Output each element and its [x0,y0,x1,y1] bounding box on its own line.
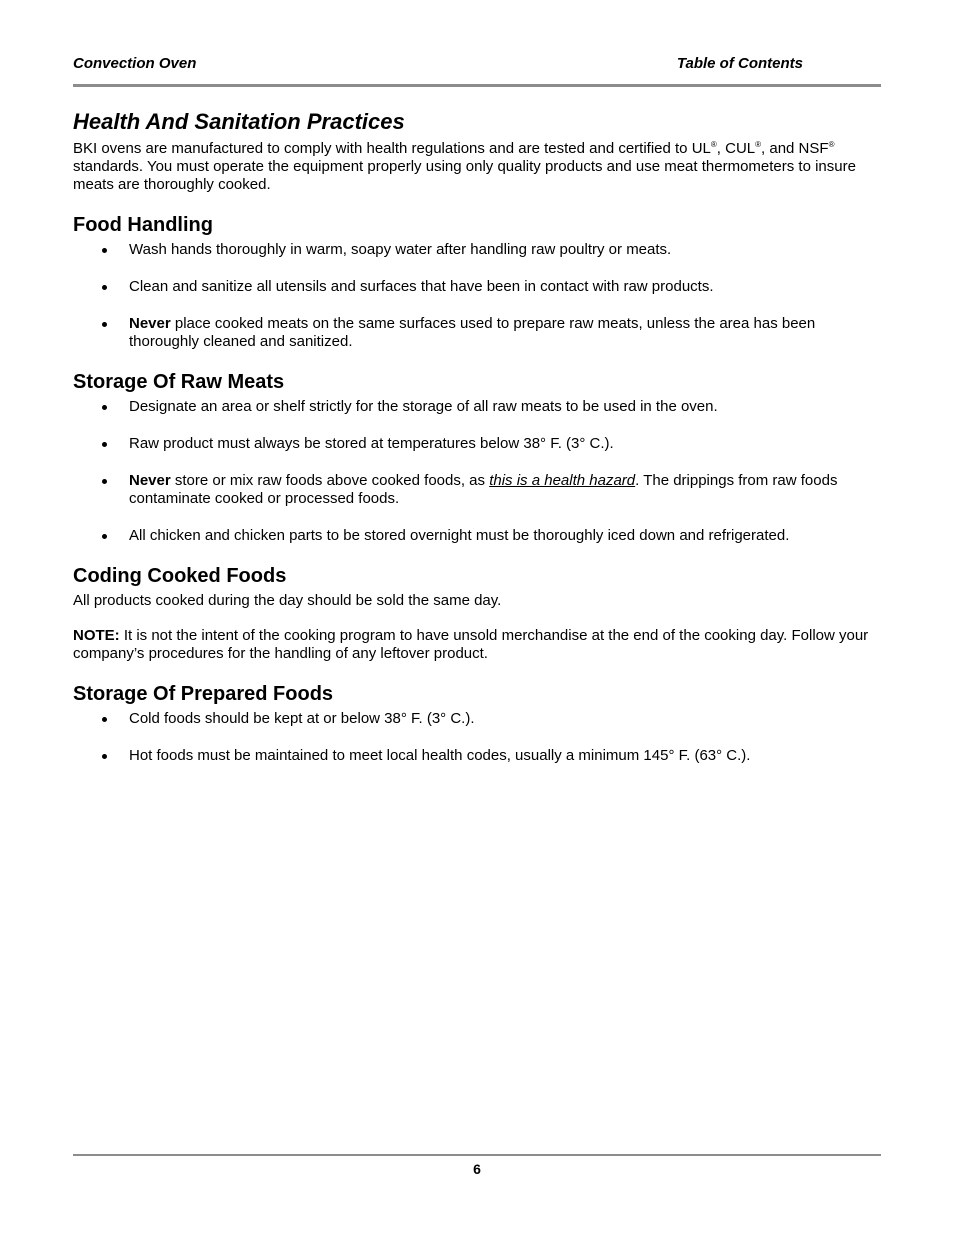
page-content [73,108,873,765]
list-item-text: place cooked meats on the same surfaces used to prepare raw meats, unless the area has been thoroughly cleaned and sanitized. [129,315,816,350]
list-item [73,435,874,453]
list-item-text: Designate an area or shelf strictly for the storage of all raw meats to be used in the oven. [129,398,718,415]
header-document-title: Convection Oven [73,55,197,72]
intro-text-2: standards. You must operate the equipment properly using only quality products and use meat thermometers to insure meats are thoroughly cooked. [73,158,856,193]
list-item-text: Hot foods must be maintained to meet local health codes, usually a minimum 145° F. (63° C.). [129,747,751,764]
page-number: 6 [473,1161,481,1177]
list-item-text: All chicken and chicken parts to be stored overnight must be thoroughly iced down and refrigerated. [129,527,790,544]
registered-mark-3: ® [828,140,835,149]
intro-sep-1: , CUL [716,140,756,157]
section-storage-prepared-foods [73,682,873,765]
health-hazard-emphasis: this is a health hazard [489,472,636,489]
list-item [73,315,874,351]
page-header [73,55,803,75]
list-item [73,278,874,296]
section-storage-raw-meats [73,370,873,545]
list-item [73,527,874,545]
section-food-handling [73,213,873,351]
list-item [73,398,874,416]
intro-paragraph [73,140,873,194]
intro-text-1: BKI ovens are manufactured to comply with health regulations and are tested and certified to UL [73,140,711,157]
header-divider [73,84,881,87]
registered-mark-2: ® [755,140,762,149]
storage-prepared-list [73,710,873,765]
never-label: Never [129,315,171,332]
list-item-text: . The drippings from raw foods contaminate cooked or processed foods. [129,472,838,507]
registered-mark-1: ® [710,140,717,149]
note-text: It is not the intent of the cooking program to have unsold merchandise at the end of the cooking day. Follow your company’s procedures for the handling of any leftover product. [73,627,869,662]
page-title: Health And Sanitation Practices [73,109,405,134]
header-section-title: Table of Contents [676,55,803,72]
list-item [73,472,874,508]
never-label: Never [129,472,171,489]
list-item-text: Clean and sanitize all utensils and surfaces that have been in contact with raw products. [129,278,714,295]
list-item-text: store or mix raw foods above cooked foods, as [170,472,490,489]
section-coding-cooked-foods [73,564,873,663]
list-item [73,747,874,765]
intro-sep-2: , and NSF [761,140,829,157]
footer-divider [73,1154,881,1156]
section-heading-storage-raw-meats: Storage Of Raw Meats [73,371,285,393]
list-item [73,710,874,728]
note-paragraph [73,627,873,663]
note-label: NOTE: [73,627,120,644]
storage-raw-list [73,398,873,545]
section-heading-food-handling: Food Handling [73,214,213,236]
coding-paragraph: All products cooked during the day should be sold the same day. [73,592,502,609]
list-item-text: Raw product must always be stored at temperatures below 38° F. (3° C.). [129,435,614,452]
list-item [73,241,874,259]
list-item-text: Wash hands thoroughly in warm, soapy water after handling raw poultry or meats. [129,241,672,258]
food-handling-list [73,241,873,351]
list-item-text: Cold foods should be kept at or below 38° F. (3° C.). [129,710,475,727]
section-heading-storage-prepared-foods: Storage Of Prepared Foods [73,683,334,705]
section-heading-coding-cooked-foods: Coding Cooked Foods [73,565,287,587]
